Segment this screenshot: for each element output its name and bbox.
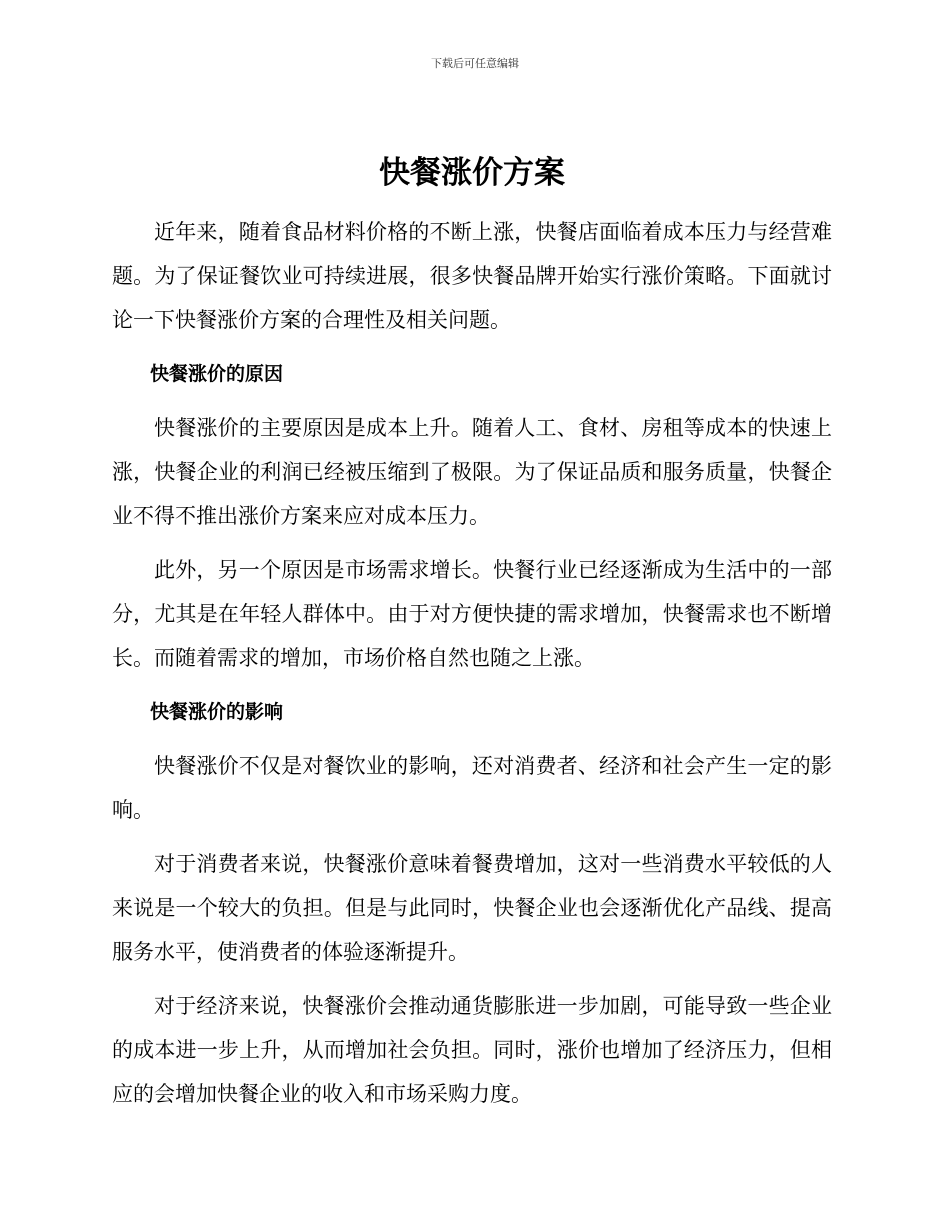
document-body xyxy=(112,148,832,1126)
intro-paragraph: 近年来，随着食品材料价格的不断上涨，快餐店面临着成本压力与经营难题。为了保证餐饮业可持续进展，很多快餐品牌开始实行涨价策略。下面就讨论一下快餐涨价方案的合理性及相关问题。 xyxy=(112,220,832,332)
causes-paragraph-1: 快餐涨价的主要原因是成本上升。随着人工、食材、房租等成本的快速上涨，快餐企业的利润已经被压缩到了极限。为了保证品质和服务质量，快餐企业不得不推出涨价方案来应对成本压力。 xyxy=(112,416,832,528)
section-heading-causes: 快餐涨价的原因 xyxy=(150,363,284,385)
impact-paragraph-1: 快餐涨价不仅是对餐饮业的影响，还对消费者、经济和社会产生一定的影响。 xyxy=(112,754,832,822)
causes-paragraph-2: 此外，另一个原因是市场需求增长。快餐行业已经逐渐成为生活中的一部分，尤其是在年轻人群体中。由于对方便快捷的需求增加，快餐需求也不断增长。而随着需求的增加，市场价格自然也随之上涨。 xyxy=(112,558,832,670)
document-title: 快餐涨价方案 xyxy=(379,155,565,191)
section-heading-impact: 快餐涨价的影响 xyxy=(150,701,284,723)
impact-paragraph-3: 对于经济来说，快餐涨价会推动通货膨胀进一步加剧，可能导致一些企业的成本进一步上升，从而增加社会负担。同时，涨价也增加了经济压力，但相应的会增加快餐企业的收入和市场采购力度。 xyxy=(112,994,832,1106)
page-header-note: 下载后可任意编辑 xyxy=(431,57,519,70)
impact-paragraph-2: 对于消费者来说，快餐涨价意味着餐费增加，这对一些消费水平较低的人来说是一个较大的负担。但是与此同时，快餐企业也会逐渐优化产品线、提高服务水平，使消费者的体验逐渐提升。 xyxy=(112,852,832,964)
